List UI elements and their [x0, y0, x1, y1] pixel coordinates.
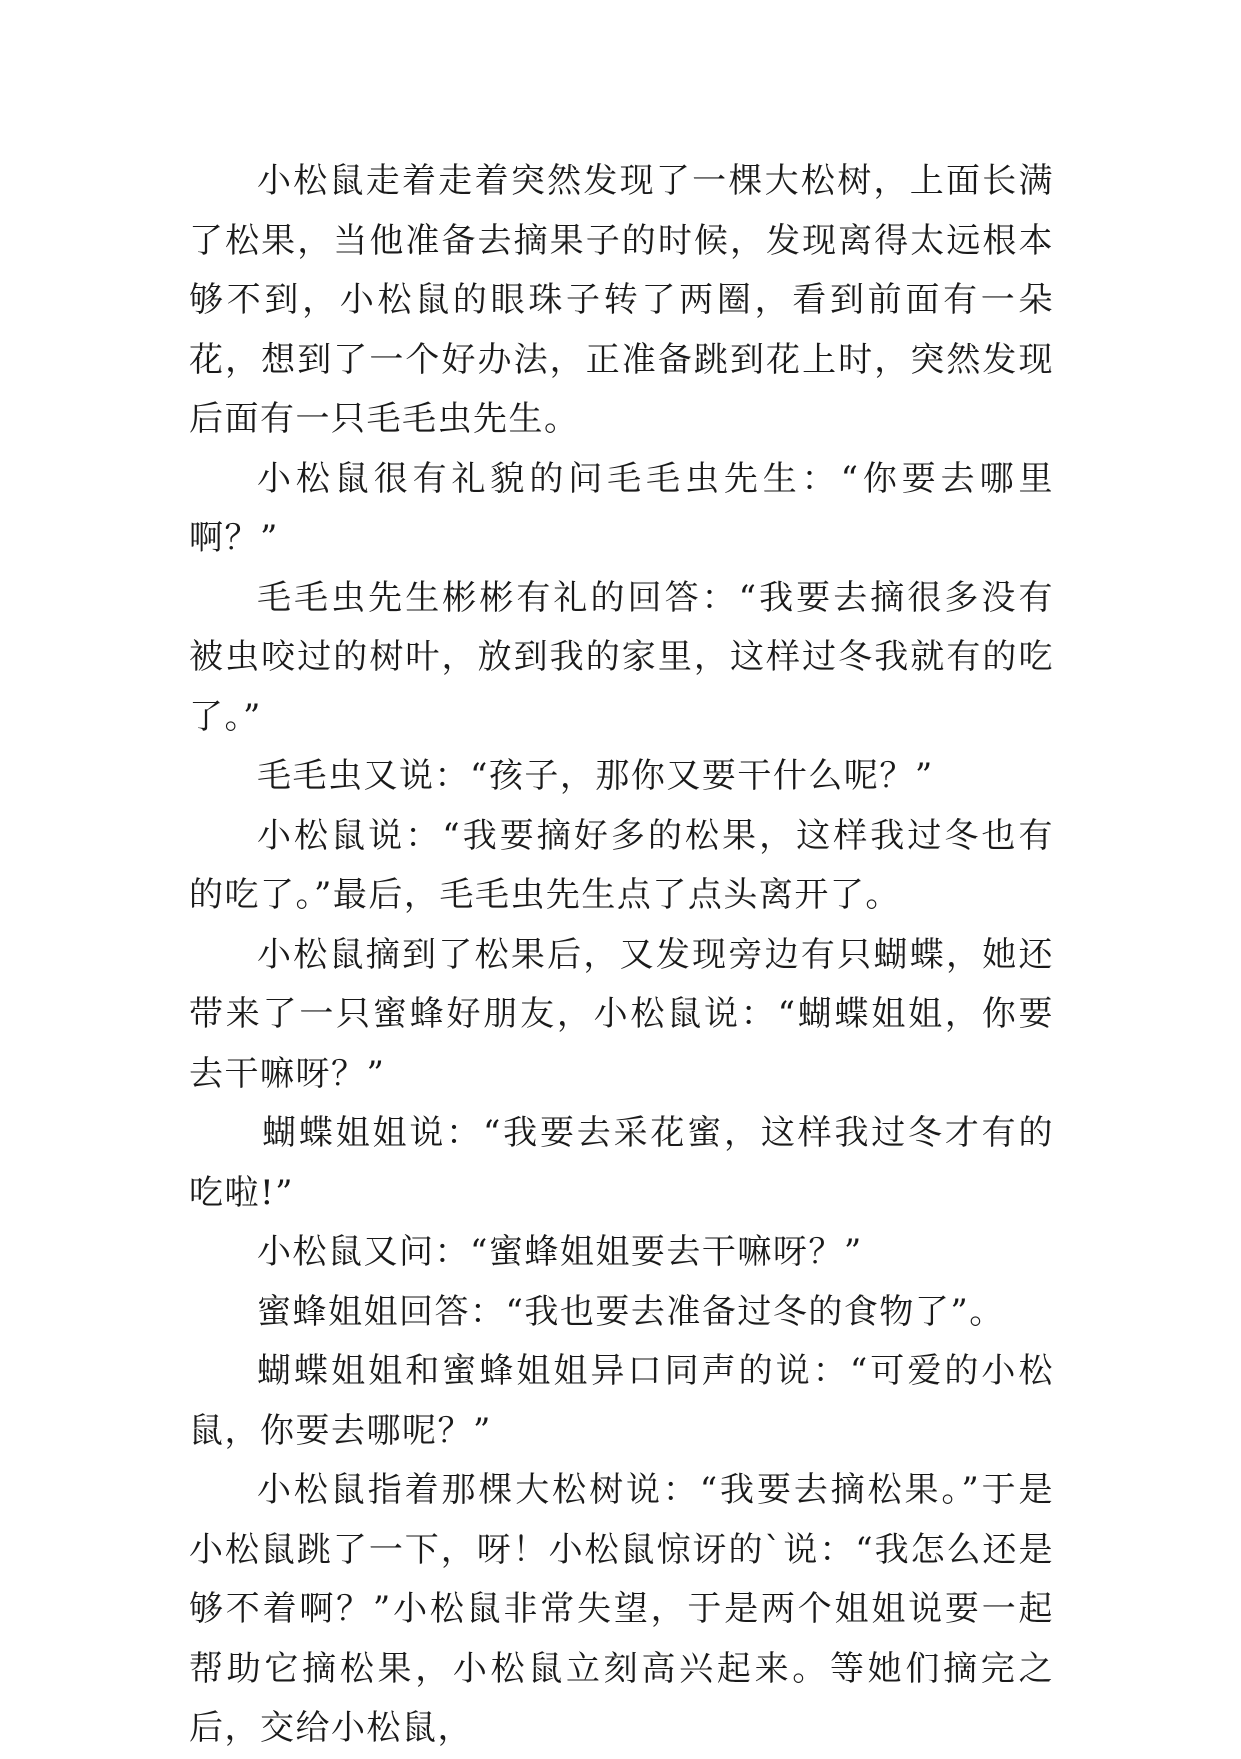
- paragraph: 小松鼠又问：“蜜蜂姐姐要去干嘛呀？”: [257, 1232, 863, 1272]
- paragraph: 小松鼠说：“我要摘好多的松果，这样我过冬也有的吃了。”最后，毛毛虫先生点了点头离开了。: [189, 815, 1054, 915]
- paragraph: 毛毛虫先生彬彬有礼的回答：“我要去摘很多没有被虫咬过的树叶，放到我的家里，这样过冬我就有的吃了。”: [189, 577, 1054, 737]
- paragraph: 蜜蜂姐姐回答：“我也要去准备过冬的食物了”。: [257, 1291, 1005, 1332]
- paragraph: 小松鼠走着走着突然发现了一棵大松树，上面长满了松果，当他准备去摘果子的时候，发现离得太远根本够不到，小松鼠的眼珠子转了两圈，看到前面有一朵花，想到了一个好办法，正准备跳到花上时，突然发现后面有一只毛毛虫先生。: [189, 161, 1054, 439]
- paragraph: 毛毛虫又说：“孩子，那你又要干什么呢？”: [257, 756, 934, 796]
- paragraph: 蝴蝶姐姐和蜜蜂姐姐异口同声的说：“可爱的小松鼠，你要去哪呢？”: [189, 1351, 1054, 1451]
- paragraph: 小松鼠很有礼貌的问毛毛虫先生：“你要去哪里啊？”: [189, 458, 1054, 558]
- paragraph: 蝴蝶姐姐说：“我要去采花蜜，这样我过冬才有的吃啦!”: [189, 1113, 1054, 1213]
- paragraph: 小松鼠摘到了松果后，又发现旁边有只蝴蝶，她还带来了一只蜜蜂好朋友，小松鼠说：“蝴蝶姐姐，你要去干嘛呀？”: [189, 934, 1054, 1094]
- paragraph: 小松鼠指着那棵大松树说：“我要去摘松果。”于是小松鼠跳了一下，呀！小松鼠惊讶的`说：“我怎么还是够不着啊？”小松鼠非常失望，于是两个姐姐说要一起帮助它摘松果，小松鼠立刻高兴起来。等她们摘完之后，交给小松鼠，: [189, 1470, 1054, 1748]
- document-body: [189, 152, 1054, 1759]
